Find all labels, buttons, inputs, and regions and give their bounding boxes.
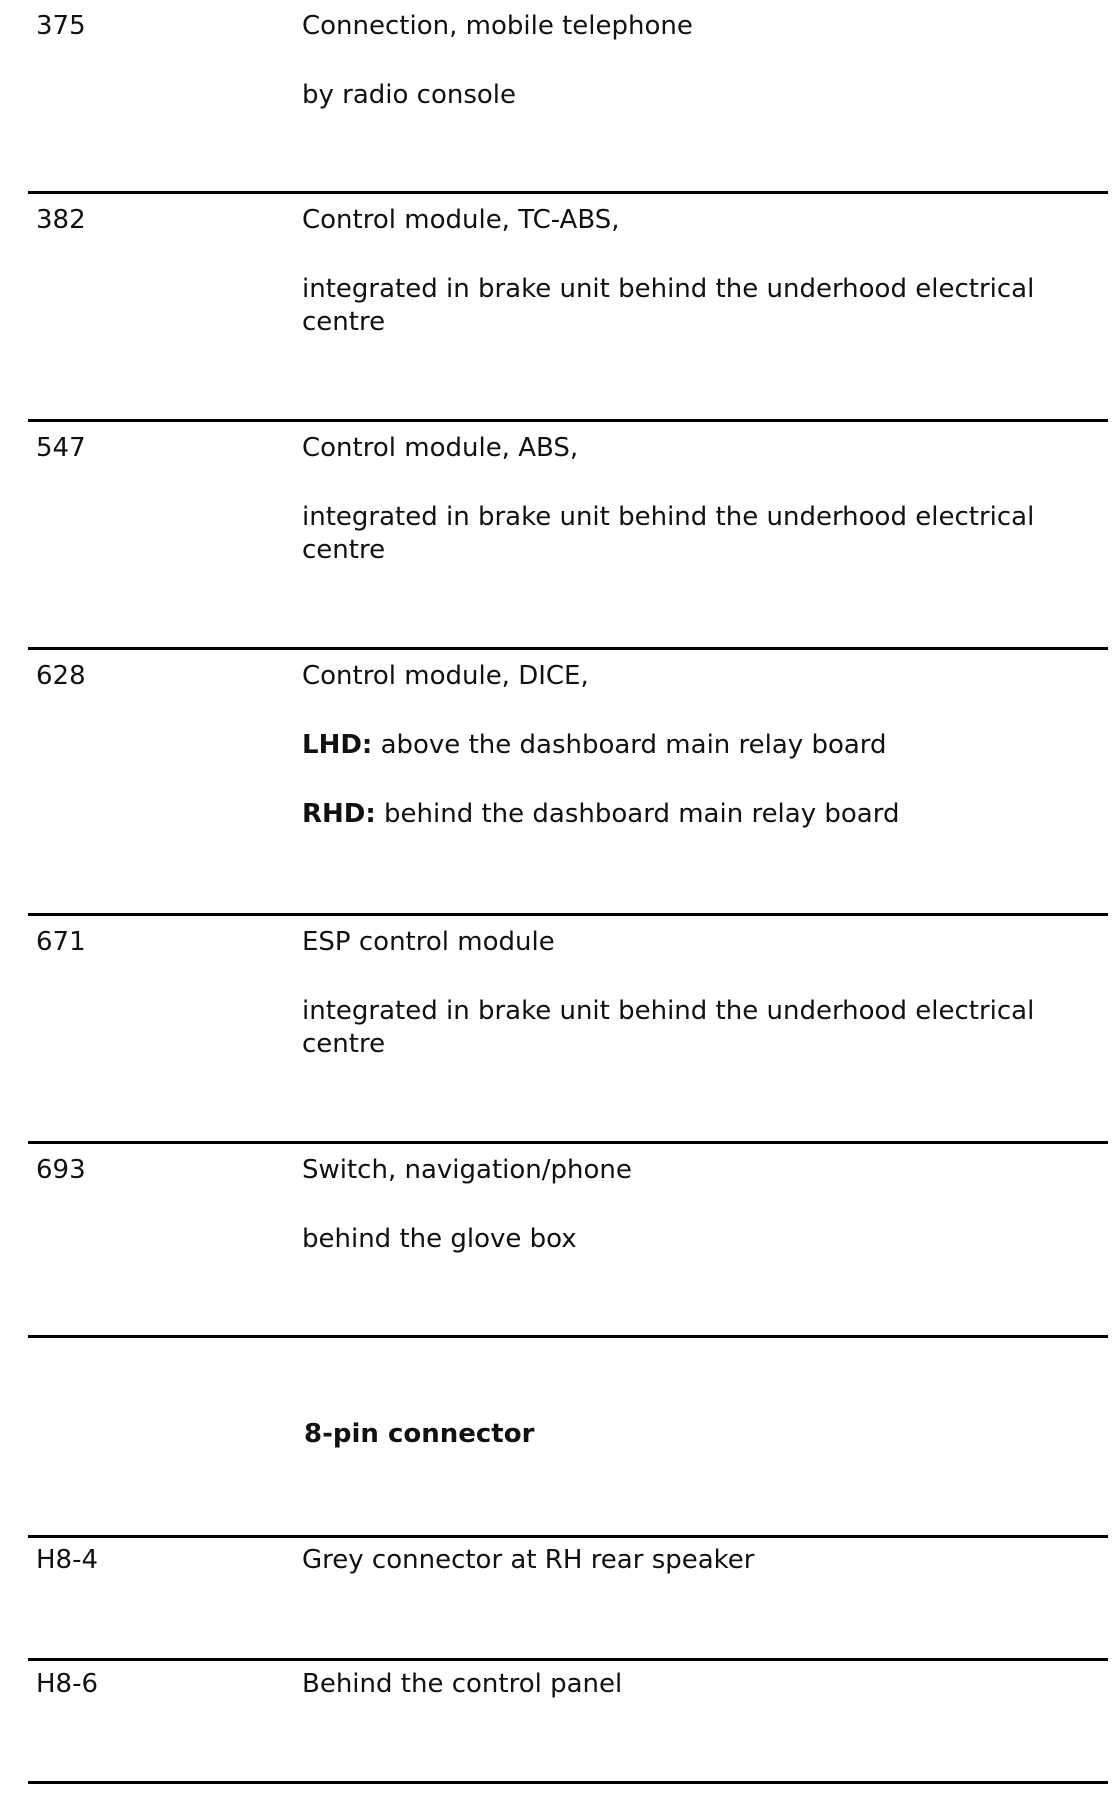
component-title: ESP control module [302,927,555,957]
rhd-text: behind the dashboard main relay board [384,799,900,829]
component-title: Connection, mobile telephone [302,11,693,41]
row-divider [28,191,1108,194]
section-heading: 8-pin connector [304,1419,535,1449]
component-title: Control module, ABS, [302,433,579,463]
lhd-location [302,729,1102,762]
row-divider [28,1781,1108,1784]
component-location-cont: centre [302,307,386,337]
rhd-label: RHD: [302,799,376,829]
component-code: 547 [36,433,86,463]
component-location-cont: centre [302,535,386,565]
component-description [302,926,1102,1061]
component-code: 375 [36,11,86,41]
component-location: behind the glove box [302,1224,577,1254]
connector-location: Grey connector at RH rear speaker [302,1545,755,1575]
connector-location: Behind the control panel [302,1669,623,1699]
row-divider [28,647,1108,650]
row-divider [28,1141,1108,1144]
component-code: 628 [36,661,86,691]
component-location-cont: centre [302,1029,386,1059]
connector-code: H8-6 [36,1669,99,1699]
lhd-label: LHD: [302,730,373,760]
component-title: Control module, TC-ABS, [302,205,620,235]
component-code: 671 [36,927,86,957]
lhd-text: above the dashboard main relay board [380,730,887,760]
row-divider [28,419,1108,422]
row-divider [28,1335,1108,1338]
row-divider [28,913,1108,916]
component-title: Control module, DICE, [302,661,589,691]
component-description [302,10,1102,112]
component-title: Switch, navigation/phone [302,1155,632,1185]
component-description [302,432,1102,567]
row-divider [28,1658,1108,1661]
connector-code: H8-4 [36,1545,99,1575]
component-code: 693 [36,1155,86,1185]
component-code: 382 [36,205,86,235]
component-description [302,204,1102,339]
connector-description [302,1544,1102,1577]
component-location: integrated in brake unit behind the underhood electrical [302,274,1035,304]
component-location: integrated in brake unit behind the underhood electrical [302,996,1035,1026]
component-location: integrated in brake unit behind the underhood electrical [302,502,1035,532]
row-divider [28,1535,1108,1538]
rhd-location [302,798,1102,831]
component-description [302,1154,1102,1256]
connector-description [302,1668,1102,1701]
component-location: by radio console [302,80,517,110]
component-description [302,660,1102,831]
